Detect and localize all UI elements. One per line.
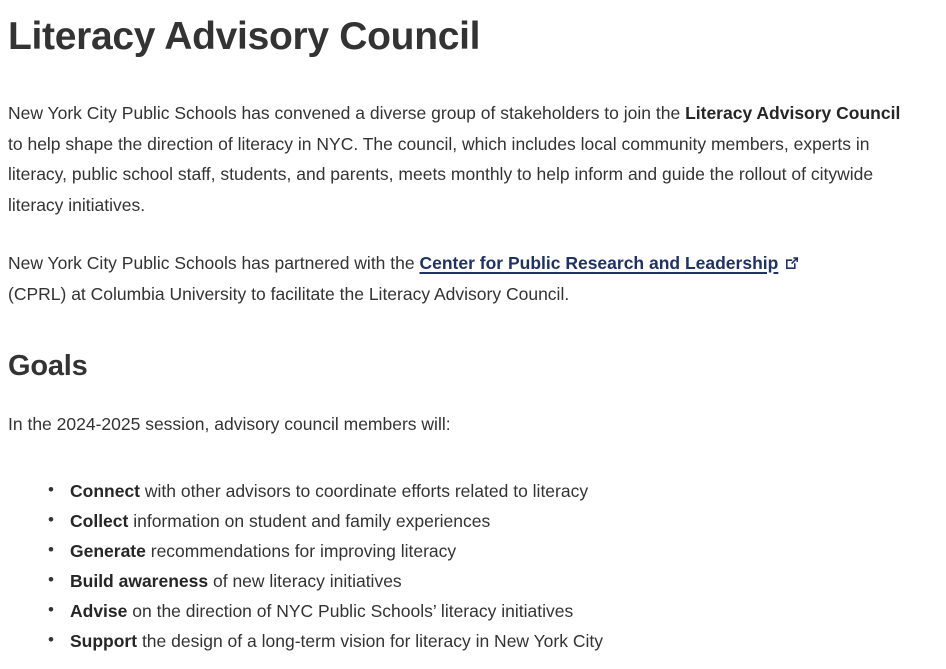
intro-paragraph-2-text-after: (CPRL) at Columbia University to facilitate the Literacy Advisory Council. bbox=[8, 283, 570, 304]
list-item-bold-term: Connect bbox=[70, 480, 140, 501]
list-item-bold-term: Generate bbox=[70, 540, 146, 561]
external-link-icon bbox=[784, 255, 800, 271]
list-item bbox=[56, 476, 938, 506]
list-item-text: of new literacy initiatives bbox=[208, 570, 402, 591]
list-item-bold-term: Collect bbox=[70, 510, 129, 531]
intro-paragraph-1-bold-term: Literacy Advisory Council bbox=[685, 103, 901, 123]
list-item-bold-term: Build awareness bbox=[70, 570, 209, 591]
list-item bbox=[56, 536, 938, 566]
list-item bbox=[56, 506, 938, 536]
goals-lead-in: In the 2024-2025 session, advisory council members will: bbox=[8, 414, 451, 434]
list-item-text: the design of a long-term vision for literacy in New York City bbox=[137, 630, 603, 651]
cprl-link-label: Center for Public Research and Leadership bbox=[419, 253, 779, 273]
list-item bbox=[56, 566, 938, 596]
list-item bbox=[56, 596, 938, 626]
list-item-text: with other advisors to coordinate efforts related to literacy bbox=[140, 480, 589, 501]
list-item-bold-term: Support bbox=[70, 630, 138, 651]
goals-heading: Goals bbox=[8, 350, 88, 382]
list-item-text: information on student and family experiences bbox=[128, 510, 491, 531]
intro-paragraph-1-text-after: to help shape the direction of literacy in NYC. The council, which includes local community members, experts in literacy, public school staff, students, and parents, meets monthly to help inform and guide the rollout of citywide literacy initiatives. bbox=[8, 133, 874, 215]
intro-paragraph-2-text-before: New York City Public Schools has partnered with the bbox=[8, 253, 420, 273]
intro-paragraph-2 bbox=[8, 248, 913, 309]
list-item bbox=[56, 626, 938, 656]
page-title: Literacy Advisory Council bbox=[8, 15, 481, 58]
goals-list bbox=[8, 476, 938, 656]
list-item-text: on the direction of NYC Public Schools’ literacy initiatives bbox=[127, 600, 574, 621]
list-item-text: recommendations for improving literacy bbox=[145, 540, 457, 561]
list-item-bold-term: Advise bbox=[70, 600, 128, 621]
cprl-external-link[interactable] bbox=[419, 253, 800, 273]
intro-paragraph-1-text-before: New York City Public Schools has convened a diverse group of stakeholders to join the bbox=[8, 103, 686, 123]
intro-paragraph-1 bbox=[8, 98, 913, 220]
